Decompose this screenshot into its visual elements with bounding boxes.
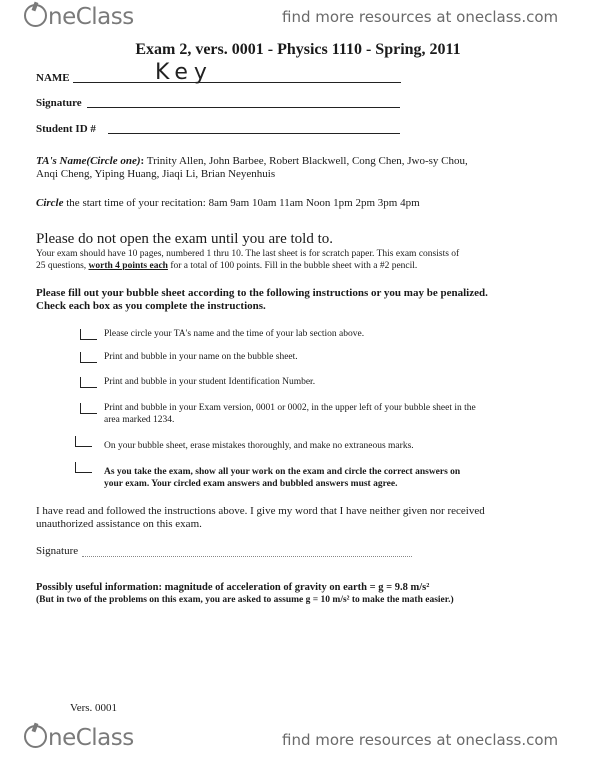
name-label: NAME <box>36 72 70 84</box>
oneclass-logo-bottom <box>24 725 134 751</box>
checklist-item-1: Please circle your TA's name and the time of your lab section above. <box>104 329 365 339</box>
honor-line1: I have read and followed the instructions above. I give my word that I have neither given nor received <box>36 505 485 517</box>
recitation-line <box>36 197 576 210</box>
logo-text-bottom: neClass <box>48 725 134 751</box>
logo-text: neClass <box>48 4 134 30</box>
checklist-item-2: Print and bubble in your name on the bubble sheet. <box>104 352 298 362</box>
oneclass-logo <box>24 4 134 30</box>
ta-heading: TA's Name(Circle one) <box>36 155 141 167</box>
checkbox-circle-ta[interactable] <box>80 329 97 340</box>
ta-names <box>36 155 576 181</box>
useful-line1: Possibly useful information: magnitude of acceleration of gravity on earth = g = 9.8 m/s² <box>36 582 430 593</box>
student-id-label: Student ID # <box>36 123 96 135</box>
intro-line2b: worth 4 points each <box>88 260 168 271</box>
honor-signature-label: Signature <box>36 545 79 557</box>
checklist-item-3: Print and bubble in your student Identification Number. <box>104 377 316 387</box>
intro-line1: Your exam should have 10 pages, numbered 1 thru 10. The last sheet is for scratch paper. This exam consists of <box>36 249 460 259</box>
checkbox-erase-mistakes[interactable] <box>75 436 92 447</box>
checklist-item-6-line2: your exam. Your circled exam answers and bubbled answers must agree. <box>104 478 398 489</box>
version-footer: Vers. 0001 <box>70 702 118 714</box>
recitation-text: the start time of your recitation: <box>63 197 206 209</box>
checklist-item-5: On your bubble sheet, erase mistakes thoroughly, and make no extraneous marks. <box>104 441 414 451</box>
checkbox-exam-version[interactable] <box>80 403 97 414</box>
promo-link[interactable]: find more resources at oneclass.com <box>282 8 559 26</box>
useful-information <box>36 582 581 606</box>
do-not-open-warning: Please do not open the exam until you are told to. <box>36 231 334 247</box>
ta-names-line1: Trinity Allen, John Barbee, Robert Blackwell, Cong Chen, Jwo-sy Chou, <box>146 155 468 167</box>
honor-line2: unauthorized assistance on this exam. <box>36 518 202 530</box>
name-line[interactable] <box>73 82 401 83</box>
exam-intro <box>36 249 576 272</box>
recitation-circle-word: Circle <box>36 197 64 209</box>
checklist-item-6-line1: As you take the exam, show all your work on the exam and circle the correct answers on <box>104 467 461 477</box>
signature-line[interactable] <box>87 107 400 108</box>
useful-line2: (But in two of the problems on this exam, you are asked to assume g = 10 m/s² to make the math easier.) <box>36 594 454 605</box>
intro-line2a: 25 questions, <box>36 260 89 271</box>
checklist-item-6 <box>104 467 574 490</box>
ta-heading-colon: : <box>140 155 145 167</box>
student-id-line[interactable] <box>108 133 400 134</box>
recitation-times[interactable]: 8am 9am 10am 11am Noon 1pm 2pm 3pm 4pm <box>208 197 420 209</box>
exam-title: Exam 2, vers. 0001 - Physics 1110 - Spring, 2011 <box>135 41 461 58</box>
checkbox-print-id[interactable] <box>80 377 97 388</box>
instructions-heading <box>36 287 581 313</box>
honor-statement <box>36 505 576 531</box>
checklist-item-4 <box>104 403 574 426</box>
checkbox-print-name[interactable] <box>80 352 97 363</box>
instructions-heading-2: Check each box as you complete the instructions. <box>36 300 266 312</box>
oneclass-logo-mark-icon <box>24 4 47 27</box>
oneclass-logo-mark-icon-bottom <box>24 725 47 748</box>
honor-signature-line[interactable] <box>82 556 412 557</box>
name-handwritten: Key <box>155 60 213 85</box>
checklist-item-4-line2: area marked 1234. <box>104 414 175 425</box>
ta-names-line2: Anqi Cheng, Yiping Huang, Jiaqi Li, Brian Neyenhuis <box>36 168 276 180</box>
checkbox-show-work[interactable] <box>75 462 92 473</box>
intro-line2c: for a total of 100 points. Fill in the bubble sheet with a #2 pencil. <box>167 260 418 271</box>
instructions-heading-1: Please fill out your bubble sheet according to the following instructions or you may be penalized. <box>36 287 488 299</box>
promo-link-bottom[interactable]: find more resources at oneclass.com <box>282 731 559 749</box>
checklist-item-4-line1: Print and bubble in your Exam version, 0001 or 0002, in the upper left of your bubble sheet in the <box>104 403 476 413</box>
signature-label: Signature <box>36 97 82 109</box>
